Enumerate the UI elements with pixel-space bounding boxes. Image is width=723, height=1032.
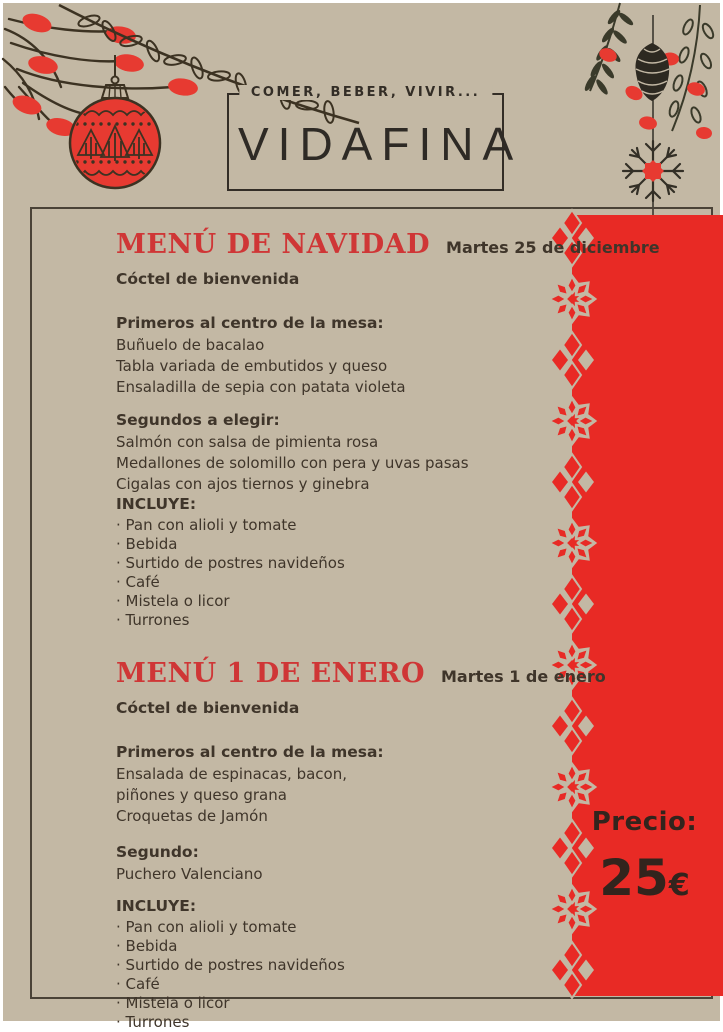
menu-item: · Pan con alioli y tomate bbox=[116, 516, 297, 534]
holiday-decoration-right bbox=[550, 3, 720, 218]
menu-item: · Bebida bbox=[116, 535, 178, 553]
menu-item: · Surtido de postres navideños bbox=[116, 956, 345, 974]
section-incluye bbox=[116, 495, 561, 630]
price-label: Precio: bbox=[591, 807, 698, 837]
menu-item: Salmón con salsa de pimienta rosa bbox=[116, 433, 379, 451]
menu-item: Buñuelo de bacalao bbox=[116, 336, 265, 354]
menu-item: piñones y queso grana bbox=[116, 786, 287, 804]
menu-title-row bbox=[116, 658, 606, 689]
section-heading: INCLUYE: bbox=[116, 897, 197, 915]
menu-item: · Turrones bbox=[116, 1013, 190, 1031]
menu-item: Cigalas con ajos tiernos y ginebra bbox=[116, 475, 370, 493]
section-heading: INCLUYE: bbox=[116, 495, 197, 513]
section-primeros bbox=[116, 743, 561, 827]
menu-item: Puchero Valenciano bbox=[116, 865, 263, 883]
menu-page bbox=[3, 3, 720, 1031]
brand-logo bbox=[227, 85, 523, 191]
section-heading: Primeros al centro de la mesa: bbox=[116, 743, 384, 761]
menu-enero bbox=[116, 658, 606, 1032]
brand-tagline: COMER, BEBER, VIVIR... bbox=[239, 85, 492, 100]
menu-item: · Mistela o licor bbox=[116, 592, 230, 610]
menu-item: · Café bbox=[116, 975, 160, 993]
welcome-line: Cóctel de bienvenida bbox=[116, 270, 300, 288]
menu-title: MENÚ DE NAVIDAD bbox=[116, 229, 431, 260]
section-heading: Primeros al centro de la mesa: bbox=[116, 314, 384, 332]
menu-title: MENÚ 1 DE ENERO bbox=[116, 658, 425, 689]
menu-item: · Mistela o licor bbox=[116, 994, 230, 1012]
red-side-band bbox=[572, 215, 723, 996]
menu-item: · Café bbox=[116, 573, 160, 591]
menu-item: Ensaladilla de sepia con patata violeta bbox=[116, 378, 406, 396]
menu-item: Croquetas de Jamón bbox=[116, 807, 268, 825]
welcome-line: Cóctel de bienvenida bbox=[116, 699, 300, 717]
section-heading: Segundo: bbox=[116, 843, 199, 861]
section-segundos bbox=[116, 411, 561, 495]
brand-wordmark: VIDAFINA bbox=[238, 118, 523, 171]
menu-navidad bbox=[116, 229, 660, 630]
price-value bbox=[572, 849, 717, 907]
price-amount: 25 bbox=[599, 849, 669, 907]
price-block bbox=[572, 807, 717, 907]
menu-item: · Turrones bbox=[116, 611, 190, 629]
price-currency-symbol: € bbox=[668, 868, 690, 903]
menu-item: Ensalada de espinacas, bacon, bbox=[116, 765, 347, 783]
menu-item: · Pan con alioli y tomate bbox=[116, 918, 297, 936]
section-primeros bbox=[116, 314, 561, 398]
menu-item: Medallones de solomillo con pera y uvas pasas bbox=[116, 454, 469, 472]
menu-item: Tabla variada de embutidos y queso bbox=[116, 357, 388, 375]
menu-item: · Surtido de postres navideños bbox=[116, 554, 345, 572]
christmas-bauble-icon bbox=[70, 55, 160, 188]
section-incluye bbox=[116, 897, 561, 1032]
menu-item: · Bebida bbox=[116, 937, 178, 955]
section-heading: Segundos a elegir: bbox=[116, 411, 280, 429]
section-segundo bbox=[116, 843, 561, 885]
snowflake-star-center bbox=[642, 160, 664, 182]
menu-title-row bbox=[116, 229, 660, 260]
menu-date: Martes 25 de diciembre bbox=[446, 238, 660, 257]
menu-date: Martes 1 de enero bbox=[440, 667, 606, 686]
